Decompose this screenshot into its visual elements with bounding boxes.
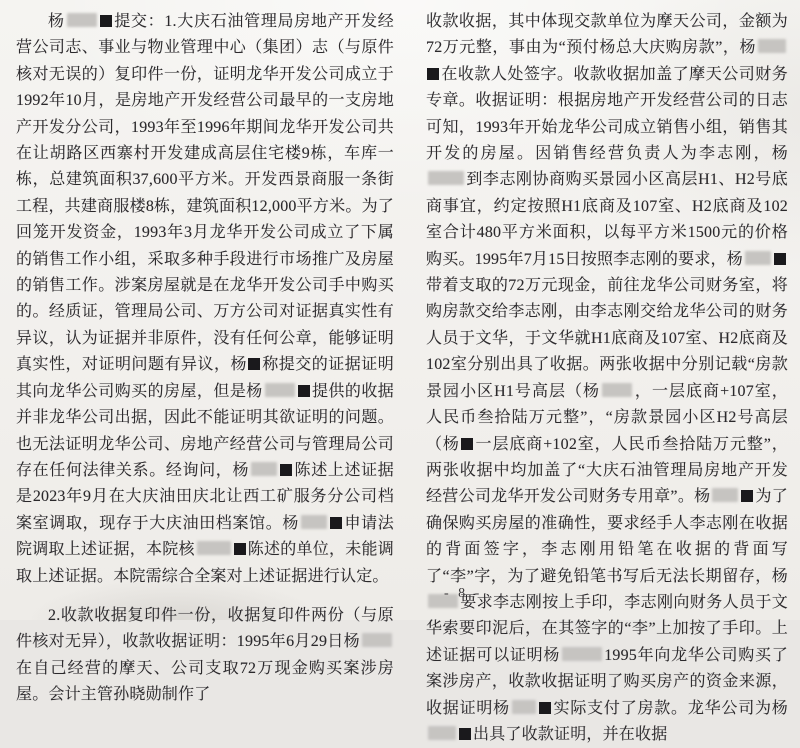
redaction-mark xyxy=(234,543,246,555)
redaction-mark xyxy=(301,515,327,529)
redaction-mark xyxy=(758,39,786,53)
redaction-mark xyxy=(427,68,439,80)
redaction-mark xyxy=(265,383,295,397)
redaction-mark xyxy=(428,171,464,185)
redaction-mark xyxy=(428,726,456,740)
redaction-mark xyxy=(602,383,632,397)
redaction-mark xyxy=(745,251,771,265)
paragraph-evidence-item-2-continued: 收款收据，其中体现交款单位为摩天公司，金额为72万元整，事由为“预付杨总大庆购房款”，杨在收款人处签字。收款收据加盖了摩天公司财务专章。收据证明：根据房地产开发经营公司的日志可知，1993年开始龙华公司成立销售小组，销售其开发的房屋。因销售经营负责人为李志刚，杨到李志刚协商购买景园小区高层H1、H2号底商事宜，约定按照H1底商及107室、H2底商及102室合计480平方米面积，以每平方米1500元的价格购买。1995年7月15日按照李志刚的要求，杨带着支取的72万元现金，前往龙华公司财务室，将购房款交给李志刚，由李志刚交给龙华公司的财务人员于文华，于文华就H1底商及107室、H2底商及102室分别出具了收据。两张收据中分别记载“房款景园小区H1号高层（杨 ，一层底商+107室，人民币叁拾陆万元整”，“房款景园小区H2号高层（杨 一层底商+102室，人民币叁拾陆万元整”，两张收据中均加盖了“大庆石油管理局房地产开发经营公司龙华开发公司财务专用章”。杨 为了确保购买房屋的准确性，要求经手人李志刚在收据的背面签字，李志刚用铅笔在收据的背面写了“李”字，为了避免铅笔书写后无法长期留存，杨要求李志刚按上手印，李志刚向财务人员于文华索要印泥后，在其签字的“李”上加按了手印。上述证据可以证明杨 1995年向龙华公司购买了案涉房产，收款收据证明了购买房产的资金来源，收据证明杨 实际支付了房款。龙华公司为杨出具了收款证明，并在收据 xyxy=(426,13,788,743)
redaction-mark xyxy=(330,517,342,529)
page-number: - 8 - xyxy=(444,586,483,601)
redaction-mark xyxy=(280,464,292,476)
paragraph-evidence-item-1: 杨 提交：1.大庆石油管理局房地产开发经营公司志、事业与物业管理中心（集团）志（与原件核对无误的）复印件一份，证明龙华开发公司成立于1992年10月，是房地产开发经营公司最早的一支房地产开发分公司，1993年至1996年期间龙华开发公司共在让胡路区西寨村开发建成高层住宅楼9栋，车库一栋，总建筑面积37,600平方米。开发西景商服一条街工程，共建商服楼8栋，建筑面积12,000平方米。为了回笼开发资金，1993年3月龙华开发公司成立了下属的销售工作小组，采取多种手段进行市场推广及房屋的销售工作。涉案房屋就是在龙华开发公司手中购买的。经质证，管理局公司、万方公司对证据真实性有异议，认为证据并非原件，没有任何公章，能够证明真实性，对证明问题有异议，杨 称提交的证据证明其向龙华公司购买的房屋，但是杨 提供的收据并非龙华公司出据，因此不能证明其欲证明的问题。也无法证明龙华公司、房地产经营公司与管理局公司存在任何法律关系。经询问，杨 陈述上述证据是2023年9月在大庆油田庆北让西工矿服务分公司档案室调取，现存于大庆油田档案馆。杨 申请法院调取上述证据，本院核 陈述的单位，未能调取上述证据。本院需综合全案对上述证据进行认定。 xyxy=(16,13,394,585)
redaction-mark xyxy=(461,438,473,450)
redaction-mark xyxy=(197,541,231,555)
redaction-mark xyxy=(774,253,786,265)
left-column xyxy=(16,9,394,748)
redaction-mark xyxy=(512,700,536,714)
redaction-mark xyxy=(562,647,602,661)
right-column xyxy=(426,9,788,748)
redaction-mark xyxy=(248,358,260,370)
redaction-mark xyxy=(362,633,392,647)
redaction-mark xyxy=(712,488,738,502)
redaction-mark xyxy=(741,490,753,502)
redaction-mark xyxy=(459,728,471,740)
redaction-mark xyxy=(251,462,277,476)
redaction-mark xyxy=(539,702,551,714)
paragraph-evidence-item-2: 2.收款收据复印件一份，收据复印件两份（与原件核对无异），收款收据证明：1995年6月29日杨在自己经营的摩天、公司支取72万现金购买案涉房屋。会计主管孙晓勋制作了 xyxy=(16,606,394,704)
redaction-mark xyxy=(298,385,310,397)
redaction-mark xyxy=(67,13,97,27)
redaction-mark xyxy=(100,15,112,27)
